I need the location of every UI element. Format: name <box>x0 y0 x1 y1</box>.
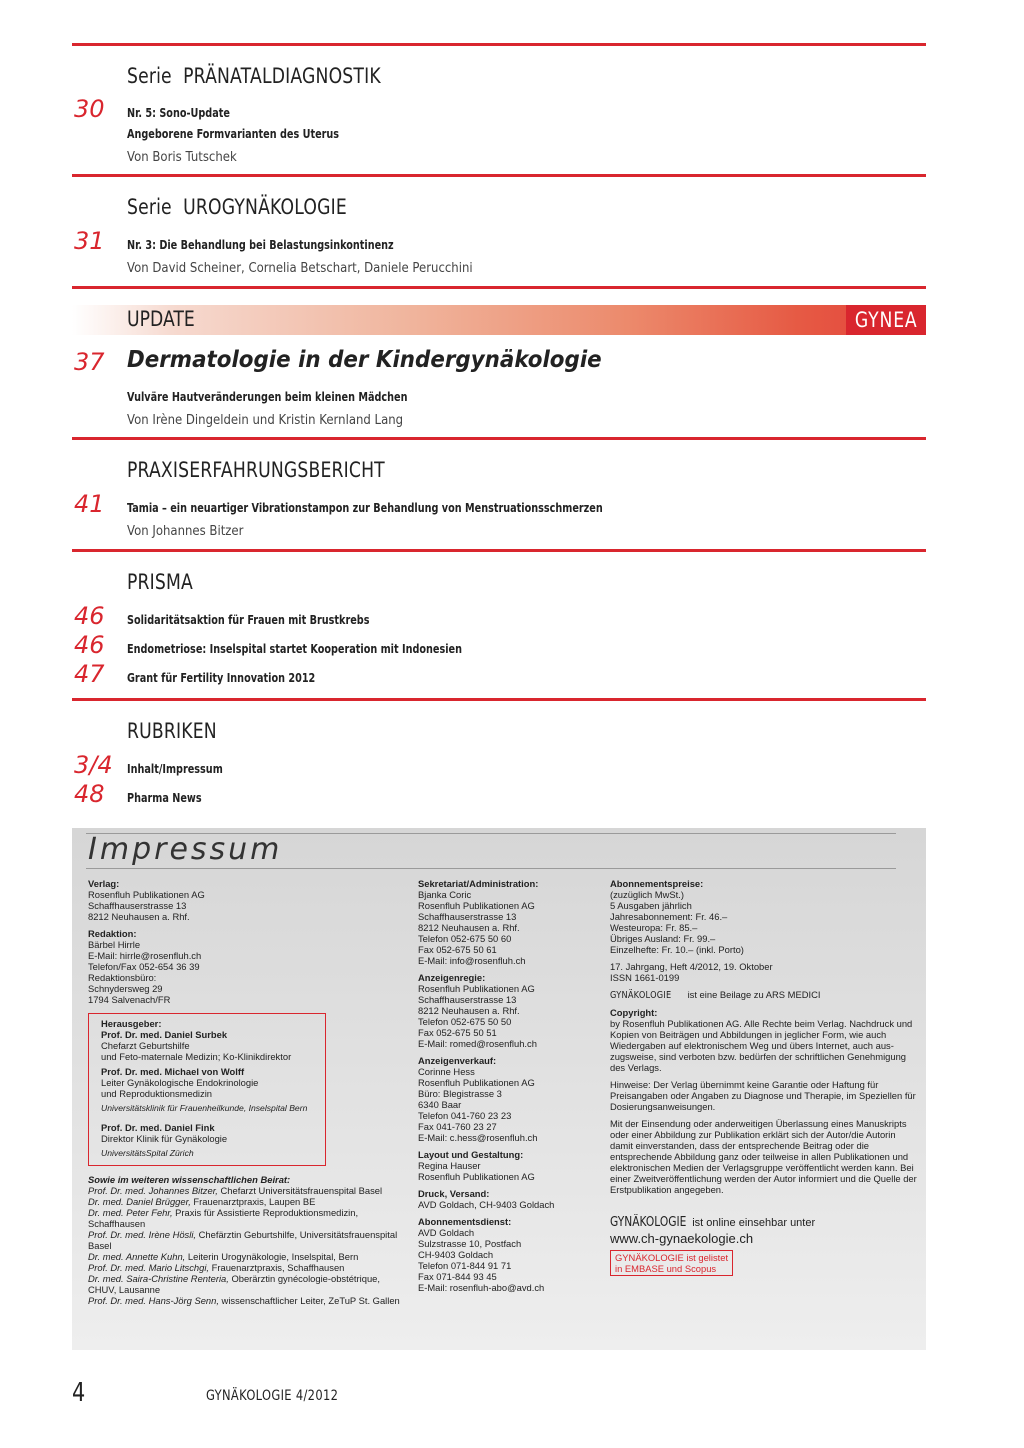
divider <box>72 174 926 177</box>
article-title: Inhalt/Impressum <box>127 761 223 776</box>
sekretariat-line: Fax 052-675 50 61 <box>418 944 497 955</box>
impressum-bottom-line <box>86 868 896 869</box>
layout-heading: Layout und Gestaltung: <box>418 1149 524 1160</box>
impressum-col-1 <box>88 878 408 1306</box>
jahrgang-line: 17. Jahrgang, Heft 4/2012, 19. Oktober <box>610 961 773 972</box>
issn-line: ISSN 1661-0199 <box>610 972 680 983</box>
section-heading-update: UPDATE <box>127 307 195 331</box>
article-title: Endometriose: Inselspital startet Kooperation mit Indonesien <box>127 641 463 656</box>
abopreise-heading: Abonnementspreise: <box>610 878 704 889</box>
article-title: Grant für Fertility Innovation 2012 <box>127 670 316 685</box>
abodienst-line: CH-9403 Goldach <box>418 1249 494 1260</box>
anzeigenregie-line: 8212 Neuhausen a. Rhf. <box>418 1005 520 1016</box>
herausgeber-line: Chefarzt Geburtshilfe <box>101 1040 190 1051</box>
druck-heading: Druck, Versand: <box>418 1188 490 1199</box>
page-number: 3/4 <box>74 751 113 779</box>
abopreise-line: 5 Ausgaben jährlich <box>610 900 692 911</box>
anzeigenregie-line: Rosenfluh Publikationen AG <box>418 983 535 994</box>
anzeigenverkauf-line: Büro: Blegistrasse 3 <box>418 1088 502 1099</box>
article-title: Solidaritätsaktion für Frauen mit Brustkrebs <box>127 612 370 627</box>
herausgeber-institution: UniversitätsSpital Zürich <box>101 1148 194 1158</box>
herausgeber-line: und Reproduktionsmedizin <box>101 1088 213 1099</box>
sekretariat-line: Bjanka Coric <box>418 889 472 900</box>
beilage-line: GYNÄKOLOGIE ist eine Beilage zu ARS MEDICI <box>610 989 821 1001</box>
abodienst-line: Fax 071-844 93 45 <box>418 1271 497 1282</box>
divider <box>72 286 926 289</box>
abopreise-line: Westeuropa: Fr. 85.– <box>610 922 698 933</box>
article-author: Von Boris Tutschek <box>127 150 237 165</box>
herausgeber-name: Prof. Dr. med. Daniel Fink <box>101 1122 215 1133</box>
divider <box>72 698 926 701</box>
redaktion-line: 1794 Salvenach/FR <box>88 994 171 1005</box>
redaktion-line: Telefon/Fax 052-654 36 39 <box>88 961 200 972</box>
anzeigenregie-line: Telefon 052-675 50 50 <box>418 1016 512 1027</box>
section-heading-praxis: PRAXISERFAHRUNGSBERICHT <box>127 458 385 482</box>
beirat-entry: Dr. med. Peter Fehr, Praxis für Assistierte Reproduktionsmedizin, Schaffhausen <box>88 1207 359 1229</box>
divider <box>72 549 926 552</box>
page-number: 46 <box>74 631 105 659</box>
beirat-entry: Prof. Dr. med. Johannes Bitzer, Chefarzt Universitätsfrauenspital Basel <box>88 1185 383 1196</box>
redaktion-line: E-Mail: hirrle@rosenfluh.ch <box>88 950 202 961</box>
page-number: 46 <box>74 602 105 630</box>
anzeigenverkauf-heading: Anzeigenverkauf: <box>418 1055 497 1066</box>
beirat-entry: Dr. med. Saira-Christine Renteria, Oberärztin gynécologie-obstétrique, CHUV, Lausanne <box>88 1273 380 1295</box>
abodienst-line: E-Mail: rosenfluh-abo@avd.ch <box>418 1282 545 1293</box>
herausgeber-line: Direktor Klinik für Gynäkologie <box>101 1133 228 1144</box>
layout-line: Regina Hauser <box>418 1160 481 1171</box>
redaktion-line: Bärbel Hirrle <box>88 939 141 950</box>
gynea-badge: GYNEA <box>846 305 926 335</box>
sekretariat-line: Telefon 052-675 50 60 <box>418 933 512 944</box>
anzeigenverkauf-line: 6340 Baar <box>418 1099 462 1110</box>
einsendung-text: Mit der Einsendung oder anderweitigen Überlassung eines Manuskripts oder einer Abbildung zur Publikation erklärt sich der Autor/die Autorin damit einverstanden, dass der entsprechende Beitrag oder die entsprechende Abbildung ganz oder teilweise in allen Publikationen und elektronischen Medien der Verlagsgruppe veröffentlicht werden kann. Bei einer Zweitveröffentlichung werden der Autor informiert und die Quelle der Erstpublikation angegeben. <box>610 1118 917 1195</box>
sekretariat-line: E-Mail: info@rosenfluh.ch <box>418 955 526 966</box>
copyright-text: by Rosenfluh Publikationen AG. Alle Rechte beim Verlag. Nachdruck und Kopien von Beiträgen und Abbildungen in jeglicher Form, wie auch Wiedergaben auf elektronischem Weg und übers Internet, auch aus-zugsweise, sind verboten bzw. bedürfen der schriftlichen Genehmigung des Verlags. <box>610 1018 913 1073</box>
page-number: 47 <box>74 660 105 688</box>
verlag-line: 8212 Neuhausen a. Rhf. <box>88 911 190 922</box>
divider <box>72 43 926 46</box>
article-subtitle: Vulväre Hautveränderungen beim kleinen Mädchen <box>127 389 408 404</box>
page-number: 37 <box>74 348 105 376</box>
sekretariat-line: Rosenfluh Publikationen AG <box>418 900 535 911</box>
impressum-col-2 <box>418 878 598 1293</box>
impressum-title: Impressum <box>88 832 283 867</box>
sekretariat-line: 8212 Neuhausen a. Rhf. <box>418 922 520 933</box>
page-number: 30 <box>74 95 105 123</box>
anzeigenverkauf-line: Rosenfluh Publikationen AG <box>418 1077 535 1088</box>
verlag-heading: Verlag: <box>88 878 120 889</box>
beirat-entry: Prof. Dr. med. Irène Hösli, Chefärztin Geburtshilfe, Universitätsfrauenspital Basel <box>88 1229 398 1251</box>
impressum-col-3 <box>610 878 920 1276</box>
redaktion-line: Redaktionsbüro: <box>88 972 157 983</box>
abodienst-line: AVD Goldach <box>418 1227 475 1238</box>
article-subtitle: Angeborene Formvarianten des Uterus <box>127 126 340 141</box>
beirat-entry: Prof. Dr. med. Mario Litschgi, Frauenarztpraxis, Schaffhausen <box>88 1262 345 1273</box>
page-number: 41 <box>74 490 105 518</box>
page-number: 48 <box>74 780 105 808</box>
herausgeber-line: und Feto-maternale Medizin; Ko-Klinikdirektor <box>101 1051 292 1062</box>
footer-page-number: 4 <box>72 1378 86 1408</box>
website-link[interactable]: www.ch-gynaekologie.ch <box>610 1231 754 1246</box>
verlag-line: Schaffhauserstrasse 13 <box>88 900 187 911</box>
page-number: 31 <box>74 227 105 255</box>
anzeigenregie-line: E-Mail: romed@rosenfluh.ch <box>418 1038 537 1049</box>
anzeigenverkauf-line: Fax 041-760 23 27 <box>418 1121 497 1132</box>
beirat-heading: Sowie im weiteren wissenschaftlichen Beirat: <box>88 1174 291 1185</box>
section-heading-prisma: PRISMA <box>127 570 193 594</box>
abopreise-line: Einzelhefte: Fr. 10.– (inkl. Porto) <box>610 944 744 955</box>
divider <box>72 437 926 440</box>
herausgeber-institution: Universitätsklinik für Frauenheilkunde, Inselspital Bern <box>101 1103 308 1113</box>
redaktion-line: Schnydersweg 29 <box>88 983 163 994</box>
beirat-entry: Dr. med. Daniel Brügger, Frauenarztpraxis, Laupen BE <box>88 1196 316 1207</box>
anzeigenregie-line: Fax 052-675 50 51 <box>418 1027 497 1038</box>
redaktion-heading: Redaktion: <box>88 928 137 939</box>
impressum-box <box>72 828 926 1350</box>
hinweise-text: Hinweise: Der Verlag übernimmt keine Garantie oder Haftung für Preisangaben oder Angaben zu Diagnose und Therapie, im Speziellen für Dosierungsanweisungen. <box>610 1079 916 1112</box>
article-author: Von Johannes Bitzer <box>127 524 244 539</box>
herausgeber-box <box>88 1013 326 1166</box>
druck-line: AVD Goldach, CH-9403 Goldach <box>418 1199 555 1210</box>
listed-badge: GYNÄKOLOGIE ist gelistet in EMBASE und Scopus <box>610 1250 733 1276</box>
article-title: Nr. 3: Die Behandlung bei Belastungsinkontinenz <box>127 237 394 252</box>
beirat-entry: Dr. med. Annette Kuhn, Leiterin Urogynäkologie, Inselspital, Bern <box>88 1251 359 1262</box>
abodienst-heading: Abonnementsdienst: <box>418 1216 512 1227</box>
anzeigenregie-line: Schaffhauserstrasse 13 <box>418 994 517 1005</box>
online-line: GYNÄKOLOGIE ist online einsehbar unter <box>610 1215 816 1230</box>
abodienst-line: Telefon 071-844 91 71 <box>418 1260 512 1271</box>
beirat-entry: Prof. Dr. med. Hans-Jörg Senn, wissenschaftlicher Leiter, ZeTuP St. Gallen <box>88 1295 400 1306</box>
update-banner <box>72 305 926 335</box>
article-title: Pharma News <box>127 790 202 805</box>
section-heading-rubriken: RUBRIKEN <box>127 719 217 743</box>
abopreise-line: Jahresabonnement: Fr. 46.– <box>610 911 728 922</box>
herausgeber-heading: Herausgeber: <box>101 1018 162 1029</box>
copyright-heading: Copyright: <box>610 1007 658 1018</box>
anzeigenverkauf-line: Corinne Hess <box>418 1066 475 1077</box>
herausgeber-name: Prof. Dr. med. Michael von Wolff <box>101 1066 245 1077</box>
abopreise-line: Übriges Ausland: Fr. 99.– <box>610 933 716 944</box>
sekretariat-heading: Sekretariat/Administration: <box>418 878 539 889</box>
section-heading-urogyn: Serie UROGYNÄKOLOGIE <box>127 195 347 219</box>
article-author: Von Irène Dingeldein und Kristin Kernland Lang <box>127 413 404 428</box>
sekretariat-line: Schaffhauserstrasse 13 <box>418 911 517 922</box>
section-heading-praenatal: Serie PRÄNATALDIAGNOSTIK <box>127 64 381 88</box>
verlag-line: Rosenfluh Publikationen AG <box>88 889 205 900</box>
layout-line: Rosenfluh Publikationen AG <box>418 1171 535 1182</box>
abopreise-line: (zuzüglich MwSt.) <box>610 889 684 900</box>
herausgeber-line: Leiter Gynäkologische Endokrinologie <box>101 1077 259 1088</box>
anzeigenverkauf-line: E-Mail: c.hess@rosenfluh.ch <box>418 1132 538 1143</box>
article-author: Von David Scheiner, Cornelia Betschart, Daniele Perucchini <box>127 261 473 276</box>
article-title: Nr. 5: Sono-Update <box>127 105 230 120</box>
footer-magazine: GYNÄKOLOGIE 4/2012 <box>206 1388 339 1404</box>
article-title: Dermatologie in der Kindergynäkologie <box>127 347 602 373</box>
abodienst-line: Sulzstrasse 10, Postfach <box>418 1238 522 1249</box>
anzeigenverkauf-line: Telefon 041-760 23 23 <box>418 1110 512 1121</box>
herausgeber-name: Prof. Dr. med. Daniel Surbek <box>101 1029 228 1040</box>
anzeigenregie-heading: Anzeigenregie: <box>418 972 486 983</box>
article-title: Tamia – ein neuartiger Vibrationstampon zur Behandlung von Menstruationsschmerzen <box>127 500 603 515</box>
